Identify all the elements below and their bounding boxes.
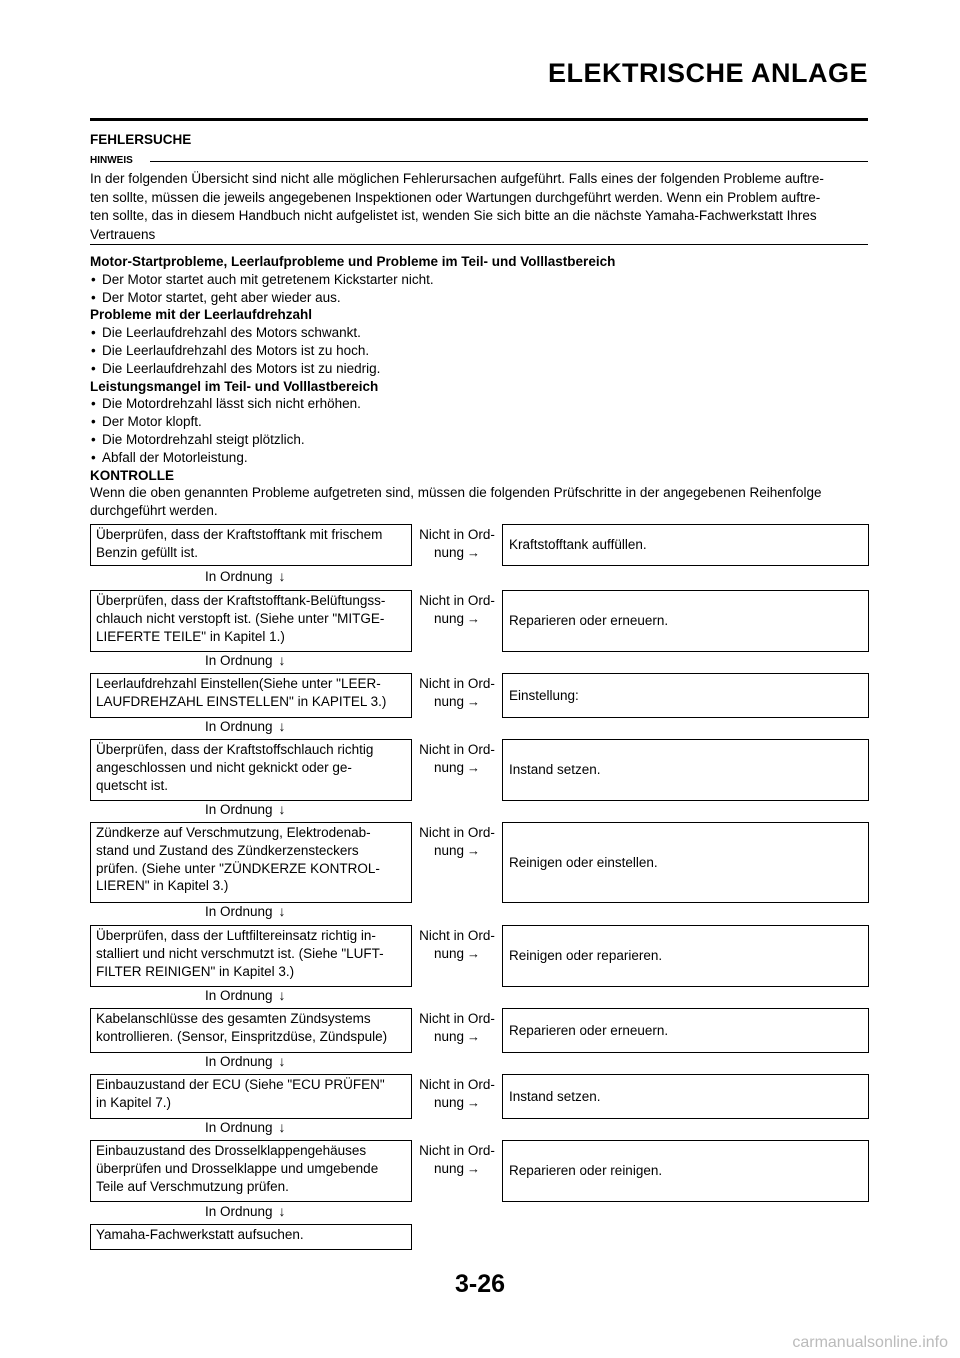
check-line: Leerlaufdrehzahl Einstellen(Siehe unter "LEER-	[96, 676, 381, 691]
check-line: Kabelanschlüsse des gesamten Zündsystems	[96, 1011, 371, 1026]
check-line: Überprüfen, dass der Kraftstofftank mit frischem	[96, 527, 383, 542]
not-ok-label	[412, 1010, 502, 1046]
symptom-list	[90, 253, 870, 520]
arrow-down-icon: ↓	[278, 718, 286, 734]
action-text: Kraftstofftank auffüllen.	[509, 537, 647, 553]
not-ok-line1: Nicht in Ord-	[419, 676, 495, 691]
not-ok-line1: Nicht in Ord-	[419, 825, 495, 840]
not-ok-label	[412, 927, 502, 963]
not-ok-line2-text: nung	[433, 1160, 465, 1176]
check-box	[90, 1008, 412, 1053]
not-ok-line2	[412, 693, 502, 711]
ok-label	[205, 718, 286, 735]
not-ok-line2-text: nung	[433, 1094, 465, 1110]
not-ok-label	[412, 1076, 502, 1112]
list-item: • Die Leerlaufdrehzahl des Motors ist zu hoch.	[90, 342, 870, 360]
ok-text: In Ordnung	[205, 802, 273, 817]
arrow-down-icon: ↓	[278, 1203, 286, 1219]
not-ok-line2	[412, 544, 502, 562]
not-ok-line2-text: nung	[433, 544, 465, 560]
check-line: Einbauzustand der ECU (Siehe "ECU PRÜFEN"	[96, 1077, 385, 1092]
not-ok-line1: Nicht in Ord-	[419, 1143, 495, 1158]
not-ok-line2	[412, 1094, 502, 1112]
check-line: in Kapitel 7.)	[96, 1094, 172, 1110]
note-rule-top	[150, 161, 868, 162]
ok-text: In Ordnung	[205, 904, 273, 919]
check-line: LAUFDREHZAHL EINSTELLEN" in KAPITEL 3.)	[96, 693, 387, 709]
check-box	[90, 524, 412, 566]
action-text: Instand setzen.	[509, 1088, 601, 1104]
ok-text: In Ordnung	[205, 569, 273, 584]
ok-label	[205, 652, 286, 669]
not-ok-line1: Nicht in Ord-	[419, 928, 495, 943]
not-ok-line1: Nicht in Ord-	[419, 1011, 495, 1026]
check-line: Zündkerze auf Verschmutzung, Elektrodenab-	[96, 825, 371, 840]
action-text: Einstellung:	[509, 687, 579, 703]
arrow-down-icon: ↓	[278, 568, 286, 584]
action-box	[502, 524, 869, 566]
action-box	[502, 822, 869, 903]
action-text: Instand setzen.	[509, 762, 601, 778]
arrow-right-icon: →	[467, 1160, 481, 1176]
arrow-down-icon: ↓	[278, 1119, 286, 1135]
not-ok-label	[412, 675, 502, 711]
action-text: Reparieren oder erneuern.	[509, 613, 669, 629]
not-ok-line1: Nicht in Ord-	[419, 593, 495, 608]
not-ok-line2-text: nung	[433, 693, 465, 709]
action-text: Reinigen oder einstellen.	[509, 854, 658, 870]
ok-text: In Ordnung	[205, 1204, 273, 1219]
ok-text: In Ordnung	[205, 719, 273, 734]
arrow-right-icon: →	[467, 544, 481, 560]
ok-text: In Ordnung	[205, 988, 273, 1003]
ok-label	[205, 568, 286, 585]
not-ok-line2	[412, 1028, 502, 1046]
ok-label	[205, 801, 286, 818]
page-number: 3-26	[454, 1270, 506, 1298]
check-box	[90, 739, 412, 801]
not-ok-label	[412, 526, 502, 562]
note-label: HINWEIS	[90, 155, 137, 166]
arrow-down-icon: ↓	[278, 987, 286, 1003]
action-text: Reparieren oder reinigen.	[509, 1163, 663, 1179]
list-item: • Die Leerlaufdrehzahl des Motors ist zu niedrig.	[90, 360, 870, 378]
check-line: Einbauzustand des Drosselklappengehäuses	[96, 1143, 367, 1158]
ok-label	[205, 987, 286, 1004]
check-intro-line: durchgeführt werden.	[90, 503, 218, 519]
list-item: • Der Motor klopft.	[90, 413, 870, 431]
check-box	[90, 590, 412, 652]
heading-check: KONTROLLE	[90, 467, 174, 483]
ok-text: In Ordnung	[205, 1054, 273, 1069]
heading-power-loss: Leistungsmangel im Teil- und Volllastbereich	[90, 378, 379, 394]
not-ok-line2	[412, 610, 502, 628]
arrow-right-icon: →	[467, 1028, 481, 1044]
not-ok-line2	[412, 945, 502, 963]
note-text	[90, 170, 870, 244]
ok-label	[205, 1203, 286, 1220]
not-ok-label	[412, 592, 502, 628]
check-line: überprüfen und Drosselklappe und umgebende	[96, 1160, 379, 1176]
check-box	[90, 673, 412, 718]
check-box	[90, 822, 412, 903]
action-box	[502, 925, 869, 987]
ok-label	[205, 903, 286, 920]
check-intro-line: Wenn die oben genannten Probleme aufgetreten sind, müssen die folgenden Prüfschritte in der angegebenen Reihenfolge	[90, 485, 822, 501]
check-line: kontrollieren. (Sensor, Einspritzdüse, Zündspule)	[96, 1028, 388, 1044]
action-box	[502, 590, 869, 652]
not-ok-line2	[412, 1160, 502, 1178]
check-box	[90, 1074, 412, 1119]
list-item: • Der Motor startet, geht aber wieder aus.	[90, 289, 870, 307]
not-ok-line2-text: nung	[433, 1028, 465, 1044]
not-ok-line1: Nicht in Ord-	[419, 527, 495, 542]
not-ok-label	[412, 824, 502, 860]
list-item: • Abfall der Motorleistung.	[90, 449, 870, 467]
check-line: Überprüfen, dass der Kraftstoffschlauch richtig	[96, 742, 374, 757]
action-text: Reinigen oder reparieren.	[509, 948, 663, 964]
check-line: Benzin gefüllt ist.	[96, 544, 199, 560]
header-rule	[90, 118, 868, 121]
arrow-down-icon: ↓	[278, 903, 286, 919]
action-box	[502, 1140, 869, 1202]
not-ok-line2-text: nung	[433, 842, 465, 858]
arrow-right-icon: →	[467, 610, 481, 626]
heading-idle-problems: Probleme mit der Leerlaufdrehzahl	[90, 307, 313, 323]
arrow-down-icon: ↓	[278, 1053, 286, 1069]
list-item: • Der Motor startet auch mit getretenem Kickstarter nicht.	[90, 271, 870, 289]
check-line: prüfen. (Siehe unter "ZÜNDKERZE KONTROL-	[96, 860, 380, 876]
section-title: FEHLERSUCHE	[90, 132, 192, 147]
arrow-right-icon: →	[467, 945, 481, 961]
note-line: Vertrauens	[90, 226, 156, 242]
note-line: ten sollte, müssen die jeweils angegebenen Inspektionen oder Wartungen durchgeführt werden. Wenn ein Problem auftre-	[90, 189, 821, 205]
ok-text: In Ordnung	[205, 653, 273, 668]
ok-label	[205, 1119, 286, 1136]
note-line: In der folgenden Übersicht sind nicht alle möglichen Fehlerursachen aufgeführt. Falls eines der folgenden Probleme auftre-	[90, 171, 824, 186]
action-box	[502, 1008, 869, 1053]
not-ok-line2-text: nung	[433, 759, 465, 775]
final-text: Yamaha-Fachwerkstatt aufsuchen.	[96, 1227, 304, 1242]
action-box	[502, 739, 869, 801]
check-line: Teile auf Verschmutzung prüfen.	[96, 1178, 289, 1194]
check-box	[90, 925, 412, 987]
action-text: Reparieren oder erneuern.	[509, 1022, 669, 1038]
final-box	[90, 1224, 412, 1250]
not-ok-line2-text: nung	[433, 945, 465, 961]
footer-watermark: carmanualsonline.info	[792, 1334, 948, 1351]
ok-label	[205, 1053, 286, 1070]
check-line: chlauch nicht verstopft ist. (Siehe unter "MITGE-	[96, 610, 385, 626]
check-line: LIEFERTE TEILE" in Kapitel 1.)	[96, 628, 285, 644]
arrow-down-icon: ↓	[278, 801, 286, 817]
not-ok-line1: Nicht in Ord-	[419, 1077, 495, 1092]
check-box	[90, 1140, 412, 1202]
arrow-right-icon: →	[467, 1094, 481, 1110]
note-line: ten sollte, das in diesem Handbuch nicht aufgelistet ist, wenden Sie sich bitte an die nächste Yamaha-Fachwerkstatt Ihres	[90, 208, 817, 223]
check-line: LIEREN" in Kapitel 3.)	[96, 878, 229, 894]
arrow-right-icon: →	[467, 759, 481, 775]
check-line: Überprüfen, dass der Kraftstofftank-Belüftungss-	[96, 593, 386, 608]
list-item: • Die Motordrehzahl steigt plötzlich.	[90, 431, 870, 449]
heading-start-problems: Motor-Startprobleme, Leerlaufprobleme und Probleme im Teil- und Volllastbereich	[90, 254, 616, 269]
check-line: stand und Zustand des Zündkerzensteckers	[96, 842, 359, 858]
list-item: • Die Motordrehzahl lässt sich nicht erhöhen.	[90, 395, 870, 413]
not-ok-line2	[412, 842, 502, 860]
check-line: angeschlossen und nicht geknickt oder ge-	[96, 759, 352, 775]
check-line: quetscht ist.	[96, 777, 169, 793]
check-line: FILTER REINIGEN" in Kapitel 3.)	[96, 963, 295, 979]
note-rule-bottom	[90, 244, 868, 245]
arrow-right-icon: →	[467, 693, 481, 709]
not-ok-label	[412, 741, 502, 777]
not-ok-line1: Nicht in Ord-	[419, 742, 495, 757]
list-item: • Die Leerlaufdrehzahl des Motors schwankt.	[90, 324, 870, 342]
ok-text: In Ordnung	[205, 1120, 273, 1135]
not-ok-line2	[412, 759, 502, 777]
arrow-right-icon: →	[467, 842, 481, 858]
check-line: stalliert und nicht verschmutzt ist. (Siehe "LUFT-	[96, 945, 384, 961]
not-ok-line2-text: nung	[433, 610, 465, 626]
not-ok-label	[412, 1142, 502, 1178]
check-line: Überprüfen, dass der Luftfiltereinsatz richtig in-	[96, 928, 376, 943]
action-box	[502, 673, 869, 718]
page-header-title: ELEKTRISCHE ANLAGE	[547, 58, 868, 88]
action-box	[502, 1074, 869, 1119]
arrow-down-icon: ↓	[278, 652, 286, 668]
